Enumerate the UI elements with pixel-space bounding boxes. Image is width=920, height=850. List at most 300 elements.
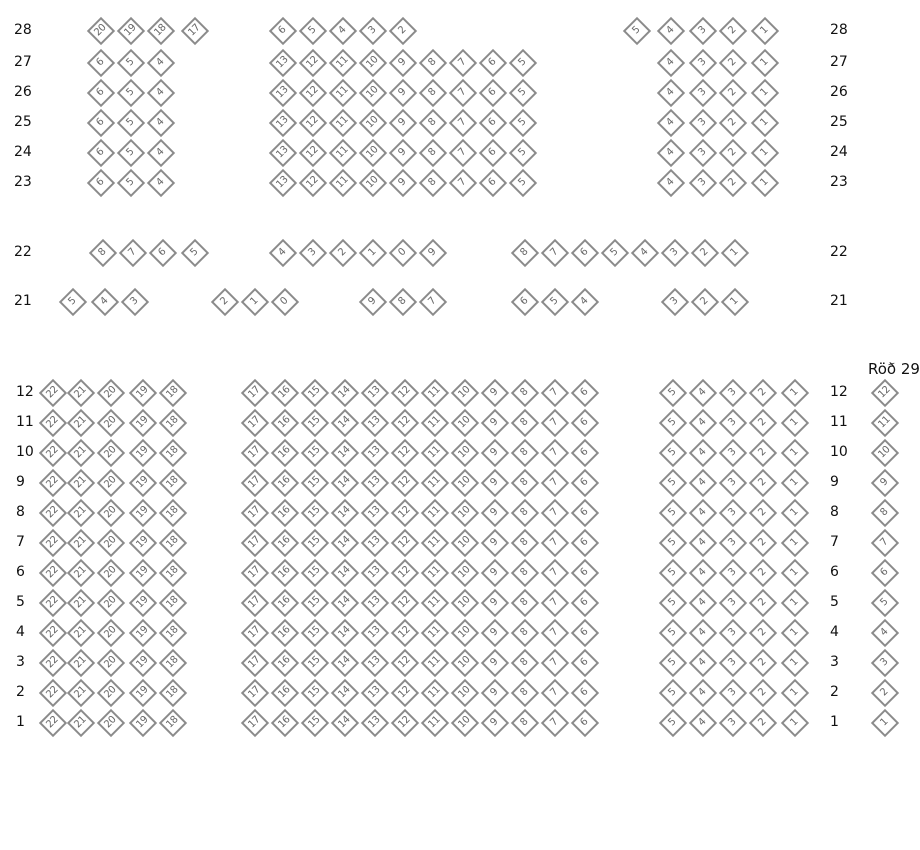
seat-row-1[interactable] (572, 710, 596, 734)
seat-row-12[interactable] (720, 380, 744, 404)
seat-row-8[interactable] (130, 500, 154, 524)
seat-row-2[interactable] (542, 680, 566, 704)
seat-row-9[interactable] (512, 470, 536, 494)
seat-row-6[interactable] (782, 560, 806, 584)
seat-row-4[interactable] (782, 620, 806, 644)
seat-row-23[interactable] (720, 170, 744, 194)
seat-row-5[interactable] (40, 590, 64, 614)
seat-row-4[interactable] (302, 620, 326, 644)
seat-row-7[interactable] (362, 530, 386, 554)
seat-row-1[interactable] (130, 710, 154, 734)
seat-row-6[interactable] (572, 560, 596, 584)
seat-row-6[interactable] (40, 560, 64, 584)
seat-row-12[interactable] (272, 380, 296, 404)
seat-row-11[interactable] (362, 410, 386, 434)
seat-row-1[interactable] (750, 710, 774, 734)
seat-row-2[interactable] (392, 680, 416, 704)
seat-row-12[interactable] (542, 380, 566, 404)
seat-row-8[interactable] (302, 500, 326, 524)
seat-row-11[interactable] (302, 410, 326, 434)
seat-row-25[interactable] (360, 110, 384, 134)
seat-row-5[interactable] (422, 590, 446, 614)
seat-row-26[interactable] (752, 80, 776, 104)
seat-row-3[interactable] (160, 650, 184, 674)
seat-row-26[interactable] (690, 80, 714, 104)
seat-row-21[interactable] (360, 289, 384, 313)
seat-row-12[interactable] (40, 380, 64, 404)
seat-row-5[interactable] (542, 590, 566, 614)
seat-row-8[interactable] (720, 500, 744, 524)
seat-row-27[interactable] (118, 50, 142, 74)
seat-row-12[interactable] (332, 380, 356, 404)
seat-row-1[interactable] (690, 710, 714, 734)
seat-row-1[interactable] (392, 710, 416, 734)
seat-row-22[interactable] (360, 240, 384, 264)
seat-row-21[interactable] (390, 289, 414, 313)
seat-row-5[interactable] (392, 590, 416, 614)
seat-row-8[interactable] (362, 500, 386, 524)
seat-row-27[interactable] (720, 50, 744, 74)
seat-row-12[interactable] (160, 380, 184, 404)
seat-row-7[interactable] (40, 530, 64, 554)
seat-row-10[interactable] (482, 440, 506, 464)
seat-row-1[interactable] (302, 710, 326, 734)
seat-row-24[interactable] (330, 140, 354, 164)
seat-row-3[interactable] (690, 650, 714, 674)
seat-row-5[interactable] (452, 590, 476, 614)
seat-row-23[interactable] (390, 170, 414, 194)
seat-row-28[interactable] (360, 18, 384, 42)
seat-row-6[interactable] (302, 560, 326, 584)
seat-row-9[interactable] (362, 470, 386, 494)
seat-row-5[interactable] (750, 590, 774, 614)
seat-row-27[interactable] (300, 50, 324, 74)
seat-row-2[interactable] (452, 680, 476, 704)
seat-row-6[interactable] (422, 560, 446, 584)
seat-row-7[interactable] (720, 530, 744, 554)
seat-row-26[interactable] (480, 80, 504, 104)
seat-row-28[interactable] (118, 18, 142, 42)
seat-row-24[interactable] (752, 140, 776, 164)
seat-row-29[interactable] (872, 440, 896, 464)
seat-row-8[interactable] (68, 500, 92, 524)
seat-row-24[interactable] (390, 140, 414, 164)
seat-row-5[interactable] (130, 590, 154, 614)
seat-row-5[interactable] (690, 590, 714, 614)
seat-row-10[interactable] (660, 440, 684, 464)
seat-row-22[interactable] (512, 240, 536, 264)
seat-row-25[interactable] (480, 110, 504, 134)
seat-row-12[interactable] (422, 380, 446, 404)
seat-row-2[interactable] (160, 680, 184, 704)
seat-row-10[interactable] (242, 440, 266, 464)
seat-row-29[interactable] (872, 680, 896, 704)
seat-row-11[interactable] (272, 410, 296, 434)
seat-row-11[interactable] (750, 410, 774, 434)
seat-row-3[interactable] (422, 650, 446, 674)
seat-row-4[interactable] (68, 620, 92, 644)
seat-row-24[interactable] (690, 140, 714, 164)
seat-row-7[interactable] (302, 530, 326, 554)
seat-row-7[interactable] (272, 530, 296, 554)
seat-row-26[interactable] (270, 80, 294, 104)
seat-row-8[interactable] (660, 500, 684, 524)
seat-row-9[interactable] (782, 470, 806, 494)
seat-row-23[interactable] (658, 170, 682, 194)
seat-row-22[interactable] (542, 240, 566, 264)
seat-row-27[interactable] (510, 50, 534, 74)
seat-row-6[interactable] (362, 560, 386, 584)
seat-row-12[interactable] (572, 380, 596, 404)
seat-row-6[interactable] (660, 560, 684, 584)
seat-row-22[interactable] (662, 240, 686, 264)
seat-row-5[interactable] (720, 590, 744, 614)
seat-row-23[interactable] (690, 170, 714, 194)
seat-row-11[interactable] (720, 410, 744, 434)
seat-row-1[interactable] (660, 710, 684, 734)
seat-row-27[interactable] (420, 50, 444, 74)
seat-row-3[interactable] (68, 650, 92, 674)
seat-row-22[interactable] (692, 240, 716, 264)
seat-row-7[interactable] (660, 530, 684, 554)
seat-row-25[interactable] (300, 110, 324, 134)
seat-row-10[interactable] (452, 440, 476, 464)
seat-row-10[interactable] (512, 440, 536, 464)
seat-row-2[interactable] (690, 680, 714, 704)
seat-row-6[interactable] (392, 560, 416, 584)
seat-row-28[interactable] (88, 18, 112, 42)
seat-row-3[interactable] (542, 650, 566, 674)
seat-row-7[interactable] (482, 530, 506, 554)
seat-row-7[interactable] (242, 530, 266, 554)
seat-row-1[interactable] (332, 710, 356, 734)
seat-row-4[interactable] (242, 620, 266, 644)
seat-row-24[interactable] (300, 140, 324, 164)
seat-row-11[interactable] (68, 410, 92, 434)
seat-row-23[interactable] (752, 170, 776, 194)
seat-row-5[interactable] (572, 590, 596, 614)
seat-row-4[interactable] (40, 620, 64, 644)
seat-row-21[interactable] (512, 289, 536, 313)
seat-row-25[interactable] (720, 110, 744, 134)
seat-row-1[interactable] (98, 710, 122, 734)
seat-row-10[interactable] (332, 440, 356, 464)
seat-row-24[interactable] (118, 140, 142, 164)
seat-row-4[interactable] (690, 620, 714, 644)
seat-row-3[interactable] (40, 650, 64, 674)
seat-row-9[interactable] (392, 470, 416, 494)
seat-row-8[interactable] (98, 500, 122, 524)
seat-row-3[interactable] (98, 650, 122, 674)
seat-row-11[interactable] (98, 410, 122, 434)
seat-row-6[interactable] (720, 560, 744, 584)
seat-row-24[interactable] (658, 140, 682, 164)
seat-row-10[interactable] (720, 440, 744, 464)
seat-row-1[interactable] (720, 710, 744, 734)
seat-row-7[interactable] (782, 530, 806, 554)
seat-row-6[interactable] (750, 560, 774, 584)
seat-row-28[interactable] (752, 18, 776, 42)
seat-row-11[interactable] (160, 410, 184, 434)
seat-row-2[interactable] (302, 680, 326, 704)
seat-row-9[interactable] (452, 470, 476, 494)
seat-row-6[interactable] (242, 560, 266, 584)
seat-row-23[interactable] (270, 170, 294, 194)
seat-row-26[interactable] (148, 80, 172, 104)
seat-row-3[interactable] (572, 650, 596, 674)
seat-row-2[interactable] (130, 680, 154, 704)
seat-row-12[interactable] (782, 380, 806, 404)
seat-row-7[interactable] (452, 530, 476, 554)
seat-row-21[interactable] (662, 289, 686, 313)
seat-row-7[interactable] (160, 530, 184, 554)
seat-row-22[interactable] (722, 240, 746, 264)
seat-row-11[interactable] (40, 410, 64, 434)
seat-row-10[interactable] (302, 440, 326, 464)
seat-row-24[interactable] (480, 140, 504, 164)
seat-row-27[interactable] (480, 50, 504, 74)
seat-row-2[interactable] (332, 680, 356, 704)
seat-row-4[interactable] (362, 620, 386, 644)
seat-row-9[interactable] (660, 470, 684, 494)
seat-row-22[interactable] (572, 240, 596, 264)
seat-row-24[interactable] (360, 140, 384, 164)
seat-row-5[interactable] (362, 590, 386, 614)
seat-row-26[interactable] (450, 80, 474, 104)
seat-row-21[interactable] (420, 289, 444, 313)
seat-row-27[interactable] (360, 50, 384, 74)
seat-row-29[interactable] (872, 590, 896, 614)
seat-row-27[interactable] (450, 50, 474, 74)
seat-row-22[interactable] (390, 240, 414, 264)
seat-row-10[interactable] (690, 440, 714, 464)
seat-row-3[interactable] (452, 650, 476, 674)
seat-row-26[interactable] (720, 80, 744, 104)
seat-row-10[interactable] (40, 440, 64, 464)
seat-row-12[interactable] (242, 380, 266, 404)
seat-row-3[interactable] (130, 650, 154, 674)
seat-row-2[interactable] (482, 680, 506, 704)
seat-row-11[interactable] (660, 410, 684, 434)
seat-row-10[interactable] (130, 440, 154, 464)
seat-row-7[interactable] (690, 530, 714, 554)
seat-row-25[interactable] (752, 110, 776, 134)
seat-row-25[interactable] (390, 110, 414, 134)
seat-row-22[interactable] (420, 240, 444, 264)
seat-row-9[interactable] (690, 470, 714, 494)
seat-row-29[interactable] (872, 710, 896, 734)
seat-row-1[interactable] (242, 710, 266, 734)
seat-row-21[interactable] (572, 289, 596, 313)
seat-row-5[interactable] (272, 590, 296, 614)
seat-row-3[interactable] (392, 650, 416, 674)
seat-row-27[interactable] (330, 50, 354, 74)
seat-row-10[interactable] (782, 440, 806, 464)
seat-row-7[interactable] (98, 530, 122, 554)
seat-row-25[interactable] (148, 110, 172, 134)
seat-row-24[interactable] (450, 140, 474, 164)
seat-row-10[interactable] (422, 440, 446, 464)
seat-row-8[interactable] (542, 500, 566, 524)
seat-row-10[interactable] (750, 440, 774, 464)
seat-row-4[interactable] (160, 620, 184, 644)
seat-row-11[interactable] (452, 410, 476, 434)
seat-row-3[interactable] (332, 650, 356, 674)
seat-row-12[interactable] (690, 380, 714, 404)
seat-row-9[interactable] (302, 470, 326, 494)
seat-row-7[interactable] (130, 530, 154, 554)
seat-row-10[interactable] (68, 440, 92, 464)
seat-row-1[interactable] (482, 710, 506, 734)
seat-row-22[interactable] (330, 240, 354, 264)
seat-row-2[interactable] (422, 680, 446, 704)
seat-row-10[interactable] (542, 440, 566, 464)
seat-row-4[interactable] (512, 620, 536, 644)
seat-row-24[interactable] (720, 140, 744, 164)
seat-row-12[interactable] (302, 380, 326, 404)
seat-row-27[interactable] (752, 50, 776, 74)
seat-row-10[interactable] (98, 440, 122, 464)
seat-row-26[interactable] (510, 80, 534, 104)
seat-row-9[interactable] (40, 470, 64, 494)
seat-row-11[interactable] (512, 410, 536, 434)
seat-row-24[interactable] (88, 140, 112, 164)
seat-row-8[interactable] (392, 500, 416, 524)
seat-row-4[interactable] (130, 620, 154, 644)
seat-row-8[interactable] (512, 500, 536, 524)
seat-row-28[interactable] (624, 18, 648, 42)
seat-row-22[interactable] (120, 240, 144, 264)
seat-row-5[interactable] (482, 590, 506, 614)
seat-row-26[interactable] (658, 80, 682, 104)
seat-row-6[interactable] (482, 560, 506, 584)
seat-row-1[interactable] (272, 710, 296, 734)
seat-row-8[interactable] (40, 500, 64, 524)
seat-row-2[interactable] (272, 680, 296, 704)
seat-row-22[interactable] (90, 240, 114, 264)
seat-row-24[interactable] (148, 140, 172, 164)
seat-row-5[interactable] (332, 590, 356, 614)
seat-row-8[interactable] (422, 500, 446, 524)
seat-row-4[interactable] (422, 620, 446, 644)
seat-row-21[interactable] (92, 289, 116, 313)
seat-row-25[interactable] (510, 110, 534, 134)
seat-row-9[interactable] (572, 470, 596, 494)
seat-row-3[interactable] (750, 650, 774, 674)
seat-row-9[interactable] (422, 470, 446, 494)
seat-row-5[interactable] (242, 590, 266, 614)
seat-row-27[interactable] (658, 50, 682, 74)
seat-row-25[interactable] (330, 110, 354, 134)
seat-row-7[interactable] (572, 530, 596, 554)
seat-row-6[interactable] (160, 560, 184, 584)
seat-row-2[interactable] (98, 680, 122, 704)
seat-row-2[interactable] (512, 680, 536, 704)
seat-row-25[interactable] (690, 110, 714, 134)
seat-row-21[interactable] (722, 289, 746, 313)
seat-row-4[interactable] (660, 620, 684, 644)
seat-row-6[interactable] (512, 560, 536, 584)
seat-row-3[interactable] (720, 650, 744, 674)
seat-row-1[interactable] (68, 710, 92, 734)
seat-row-24[interactable] (270, 140, 294, 164)
seat-row-8[interactable] (572, 500, 596, 524)
seat-row-11[interactable] (572, 410, 596, 434)
seat-row-11[interactable] (782, 410, 806, 434)
seat-row-3[interactable] (512, 650, 536, 674)
seat-row-5[interactable] (98, 590, 122, 614)
seat-row-11[interactable] (482, 410, 506, 434)
seat-row-10[interactable] (272, 440, 296, 464)
seat-row-25[interactable] (88, 110, 112, 134)
seat-row-12[interactable] (68, 380, 92, 404)
seat-row-6[interactable] (332, 560, 356, 584)
seat-row-11[interactable] (542, 410, 566, 434)
seat-row-29[interactable] (872, 650, 896, 674)
seat-row-12[interactable] (98, 380, 122, 404)
seat-row-22[interactable] (632, 240, 656, 264)
seat-row-26[interactable] (88, 80, 112, 104)
seat-row-11[interactable] (392, 410, 416, 434)
seat-row-21[interactable] (242, 289, 266, 313)
seat-row-29[interactable] (872, 620, 896, 644)
seat-row-23[interactable] (420, 170, 444, 194)
seat-row-23[interactable] (360, 170, 384, 194)
seat-row-8[interactable] (452, 500, 476, 524)
seat-row-8[interactable] (160, 500, 184, 524)
seat-row-27[interactable] (148, 50, 172, 74)
seat-row-9[interactable] (242, 470, 266, 494)
seat-row-1[interactable] (422, 710, 446, 734)
seat-row-4[interactable] (720, 620, 744, 644)
seat-row-5[interactable] (782, 590, 806, 614)
seat-row-21[interactable] (60, 289, 84, 313)
seat-row-1[interactable] (452, 710, 476, 734)
seat-row-26[interactable] (390, 80, 414, 104)
seat-row-21[interactable] (212, 289, 236, 313)
seat-row-9[interactable] (68, 470, 92, 494)
seat-row-26[interactable] (330, 80, 354, 104)
seat-row-10[interactable] (572, 440, 596, 464)
seat-row-5[interactable] (302, 590, 326, 614)
seat-row-12[interactable] (482, 380, 506, 404)
seat-row-25[interactable] (270, 110, 294, 134)
seat-row-5[interactable] (160, 590, 184, 614)
seat-row-4[interactable] (482, 620, 506, 644)
seat-row-8[interactable] (332, 500, 356, 524)
seat-row-22[interactable] (270, 240, 294, 264)
seat-row-4[interactable] (750, 620, 774, 644)
seat-row-6[interactable] (690, 560, 714, 584)
seat-row-27[interactable] (270, 50, 294, 74)
seat-row-23[interactable] (118, 170, 142, 194)
seat-row-28[interactable] (658, 18, 682, 42)
seat-row-11[interactable] (130, 410, 154, 434)
seat-row-3[interactable] (782, 650, 806, 674)
seat-row-3[interactable] (660, 650, 684, 674)
seat-row-26[interactable] (118, 80, 142, 104)
seat-row-3[interactable] (482, 650, 506, 674)
seat-row-4[interactable] (572, 620, 596, 644)
seat-row-9[interactable] (160, 470, 184, 494)
seat-row-23[interactable] (450, 170, 474, 194)
seat-row-4[interactable] (98, 620, 122, 644)
seat-row-2[interactable] (40, 680, 64, 704)
seat-row-22[interactable] (602, 240, 626, 264)
seat-row-29[interactable] (872, 560, 896, 584)
seat-row-1[interactable] (160, 710, 184, 734)
seat-row-7[interactable] (750, 530, 774, 554)
